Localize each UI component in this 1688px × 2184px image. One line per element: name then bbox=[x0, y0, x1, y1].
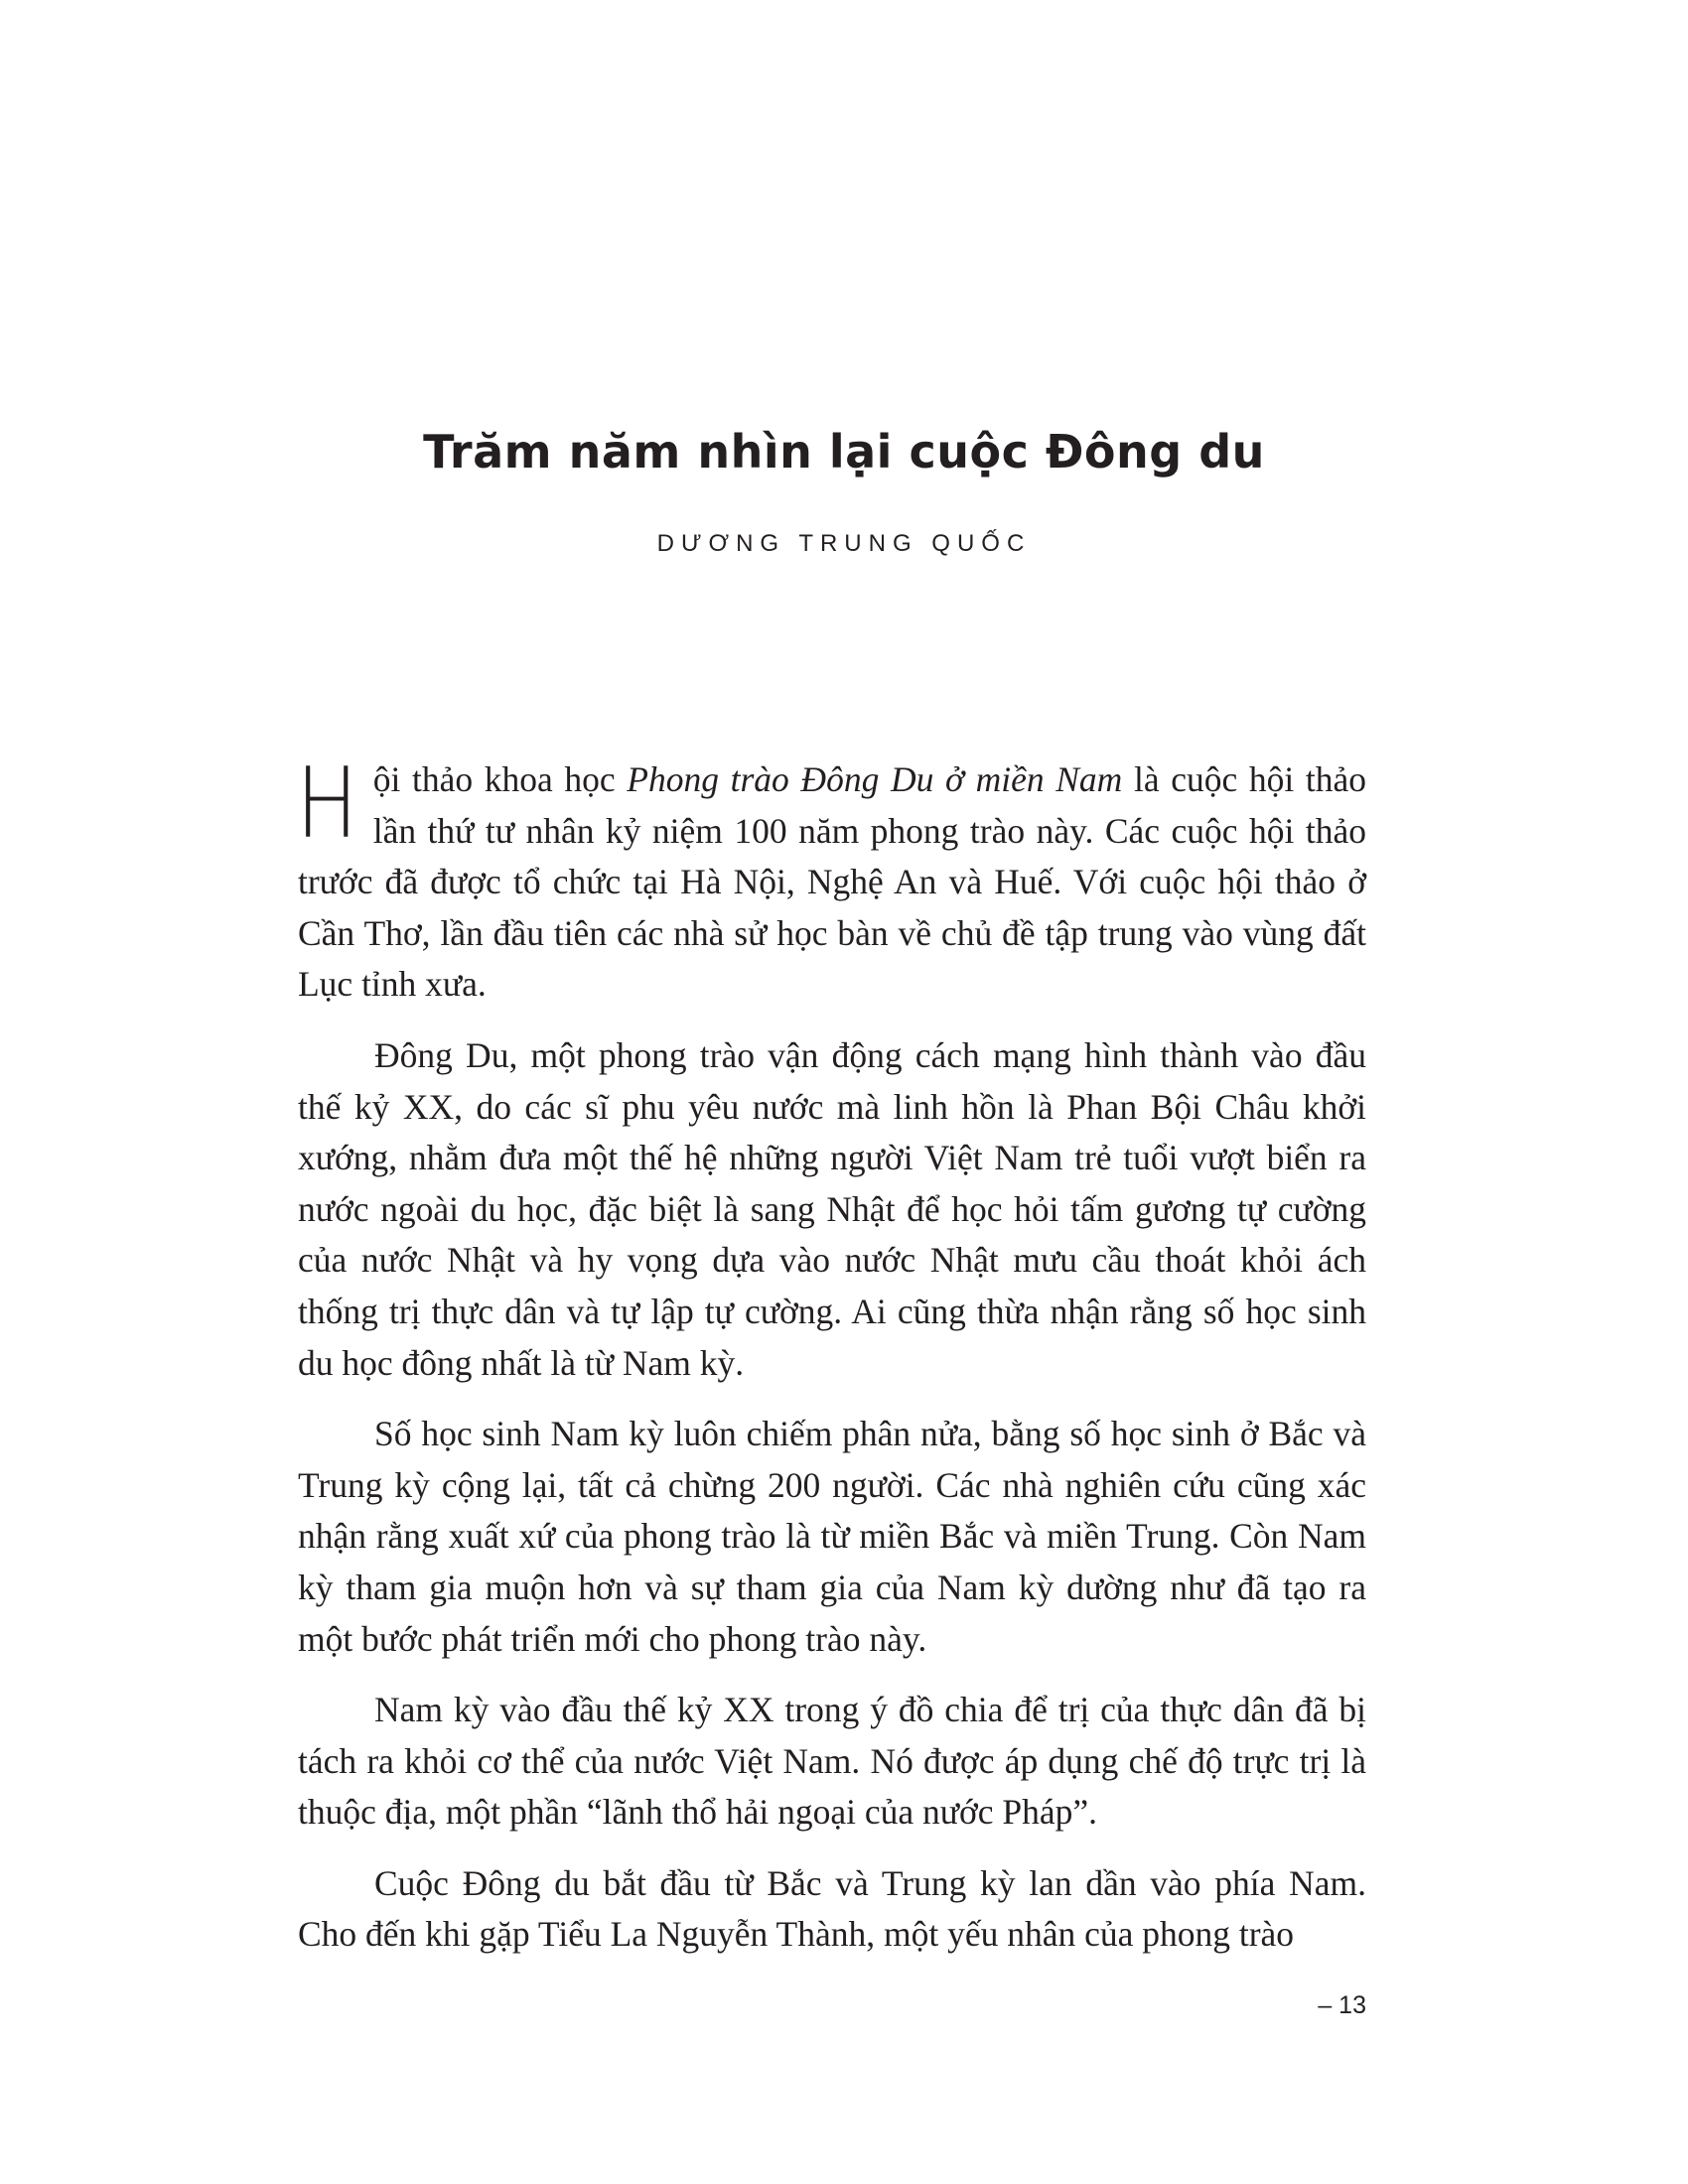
paragraph-4: Nam kỳ vào đầu thế kỷ XX trong ý đồ chia để trị của thực dân đã bị tách ra khỏi cơ thể của nước Việt Nam. Nó được áp dụng chế độ trực trị là thuộc địa, một phần “lãnh thổ hải ngoại của nước Pháp”. bbox=[298, 1690, 1366, 1833]
paragraph-1 bbox=[296, 748, 1367, 1011]
author-name: DƯƠNG TRUNG QUỐC bbox=[656, 530, 1032, 557]
page-number: – 13 bbox=[1318, 1991, 1366, 2019]
paragraph-3: Số học sinh Nam kỳ luôn chiếm phân nửa, bằng số học sinh ở Bắc và Trung kỳ cộng lại, tất cả chừng 200 người. Các nhà nghiên cứu cũng xác nhận rằng xuất xứ của phong trào là từ miền Bắc và miền Trung. Còn Nam kỳ tham gia muộn hơn và sự tham gia của Nam kỳ dường như đã tạo ra một bước phát triển mới cho phong trào này. bbox=[298, 1414, 1366, 1659]
paragraph-1-italic-title: Phong trào Đông Du ở miền Nam bbox=[627, 759, 1123, 799]
chapter-title: Trăm năm nhìn lại cuộc Đông du bbox=[423, 425, 1265, 478]
paragraph-2: Đông Du, một phong trào vận động cách mạng hình thành vào đầu thế kỷ XX, do các sĩ phu yêu nước mà linh hồn là Phan Bội Châu khởi xướng, nhằm đưa một thế hệ những người Việt Nam trẻ tuổi vượt biển ra nước ngoài du học, đặc biệt là sang Nhật để học hỏi tấm gương tự cường của nước Nhật và hy vọng dựa vào nước Nhật mưu cầu thoát khỏi ách thống trị thực dân và tự lập tự cường. Ai cũng thừa nhận rằng số học sinh du học đông nhất là từ Nam kỳ. bbox=[298, 1034, 1366, 1383]
chapter-body bbox=[296, 748, 1367, 1980]
paragraph-1-text-a: ội thảo khoa học bbox=[372, 759, 628, 799]
paragraph-5: Cuộc Đông du bắt đầu từ Bắc và Trung kỳ lan dần vào phía Nam. Cho đến khi gặp Tiểu La Nguyễn Thành, một yếu nhân của phong trào bbox=[298, 1862, 1366, 1955]
drop-cap: H bbox=[296, 748, 358, 861]
paragraph-1-text-b: là cuộc hội thảo lần thứ tư nhân kỷ niệm 100 năm phong trào này. Các cuộc hội thảo trước đã được tổ chức tại Hà Nội, Nghệ An và Huế. Với cuộc hội thảo ở Cần Thơ, lần đầu tiên các nhà sử học bàn về chủ đề tập trung vào vùng đất Lục tỉnh xưa. bbox=[298, 759, 1367, 1005]
